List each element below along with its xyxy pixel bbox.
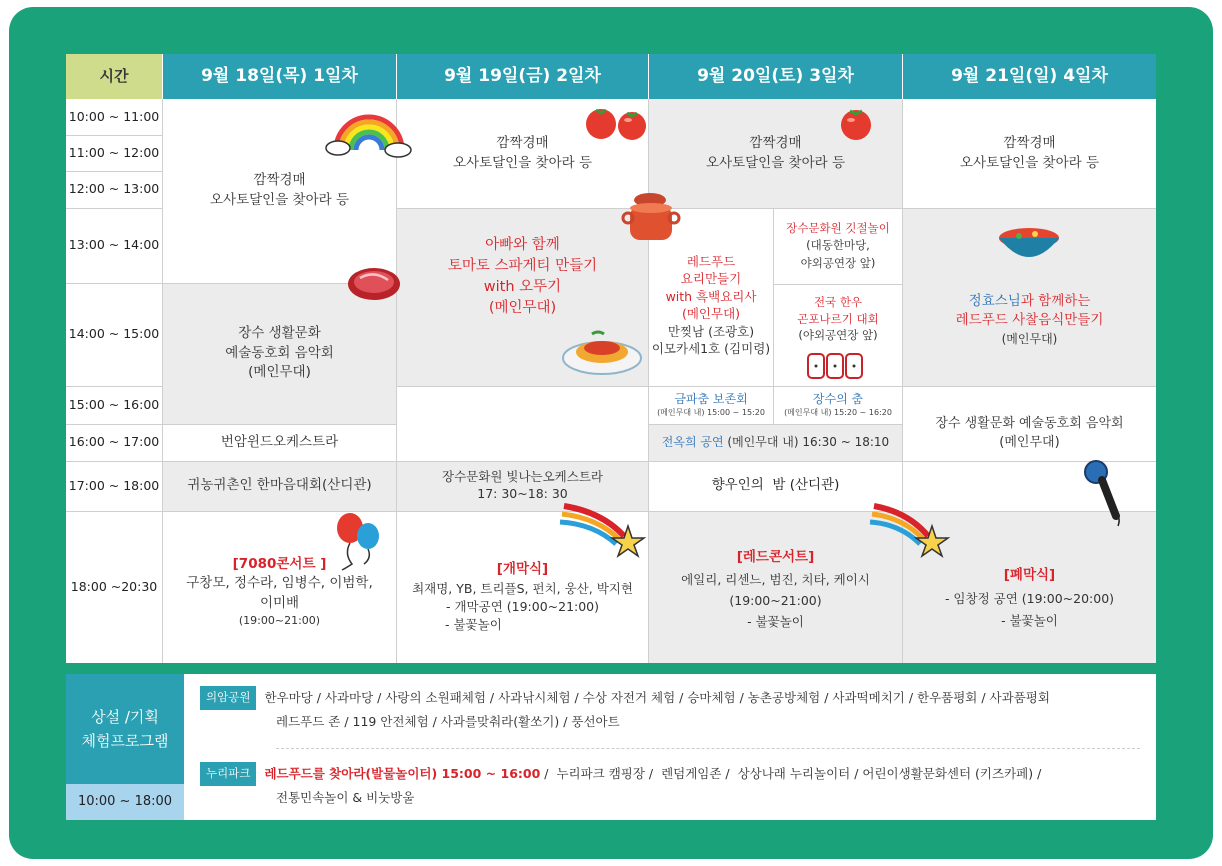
day2-empty-cell	[397, 386, 648, 461]
area1-programs: 레드푸드 존 / 119 안전체험 / 사과를맞춰라(활쏘기) / 풍선아트	[276, 713, 620, 729]
balloon-icon	[332, 512, 384, 572]
event-text: 장수문화원 빛나는오케스트라	[442, 469, 603, 485]
time-slot	[66, 386, 162, 424]
event-title: 전옥희 공연	[661, 434, 724, 449]
grid-line	[774, 284, 902, 285]
event-text: 만찢남 (조광호)	[667, 323, 755, 339]
area1-programs: 한우마당 / 사과마당 / 사랑의 소원패체험 / 사과낚시체험 / 수상 자전거 체험 / 승마체험 / 농촌공방체험 / 사과떡메치기 / 한우품평회 / 사과품평회	[264, 690, 1050, 706]
time-header-label: 시간	[99, 66, 129, 85]
day3-evening-cell	[649, 511, 902, 663]
microphone-icon	[1082, 458, 1124, 528]
event-title: 과 함께하는	[1020, 292, 1091, 309]
day1-band-cell	[163, 424, 396, 461]
time-slot-label: 15:00 ~ 16:00	[68, 396, 160, 412]
grid-line	[649, 424, 902, 425]
event-text: (야외공연장 앞)	[798, 328, 878, 343]
time-slot-label: 18:00 ~20:30	[70, 578, 158, 594]
area2-programs: / 누리파크 캠핑장 / 렌덤게임존 / 상상나래 누리놀이터 / 어린이생활문화센터 (키즈카페) /	[540, 766, 1042, 782]
event-text: 오사토달인을 찾아라 등	[453, 154, 592, 171]
day3-header	[649, 54, 902, 99]
area2-programs: 전통민속놀이 & 비눗방울	[276, 789, 415, 805]
grid-line	[397, 208, 1156, 209]
time-column-header	[66, 54, 162, 99]
time-slot	[66, 135, 162, 171]
day1-concert-cell	[163, 283, 396, 424]
event-title: 레드푸드 사찰음식만들기	[955, 312, 1104, 329]
event-title: 장수의 춤	[812, 392, 864, 406]
day1-header	[163, 54, 396, 99]
event-text: (메인무대)	[999, 434, 1060, 450]
spaghetti-icon	[562, 328, 644, 376]
event-title: 레드푸드	[686, 253, 736, 269]
grid-line	[773, 208, 774, 424]
event-title: (메인무대)	[488, 300, 557, 317]
event-title: 정효스님	[968, 292, 1021, 309]
time-slot	[66, 424, 162, 461]
event-text: 귀농귀촌인 한마음대회(산디관)	[187, 477, 372, 494]
grid-line	[396, 99, 397, 663]
day3-jeon-cell	[649, 424, 902, 461]
event-text: 야외공연장 앞)	[800, 255, 876, 270]
event-text: 구창모, 정수라, 임병수, 이범학,	[186, 575, 373, 592]
event-text: - 불꽃놀이	[445, 616, 502, 632]
shooting-star-icon	[558, 498, 648, 556]
event-text: - 임창정 공연 (19:00~20:00)	[944, 590, 1115, 606]
event-text: - 개막공연 (19:00~21:00)	[445, 598, 600, 614]
time-slot-label: 17:00 ~ 18:00	[68, 477, 160, 493]
event-title: with 흑백요리사	[665, 288, 757, 304]
programs-title-line: 체험프로그램	[81, 732, 169, 750]
event-text: 오사토달인을 찾아라 등	[210, 192, 349, 208]
grid-line	[66, 208, 162, 209]
event-text: (메인무대)	[1001, 331, 1058, 346]
event-text: 에일리, 리센느, 범진, 치타, 케이시	[681, 571, 870, 587]
event-text: 이미배	[259, 594, 300, 611]
area1-line	[200, 686, 1150, 710]
time-slot-label: 10:00 ~ 11:00	[68, 108, 160, 124]
event-text: 장수 생활문화	[238, 325, 321, 342]
event-text: 깜짝경매	[749, 134, 802, 151]
time-slot	[66, 171, 162, 208]
divider	[276, 748, 1140, 749]
day3-header-label: 9월 20일(토) 3일차	[697, 66, 854, 87]
event-title: [개막식]	[496, 561, 549, 578]
time-slot	[66, 283, 162, 386]
event-title: 곤포나르기 대회	[797, 311, 879, 326]
event-text: 17: 30~18: 30	[477, 486, 568, 501]
event-time: (메인무대 내) 15:20 ~ 16:20	[784, 407, 892, 417]
time-slot	[66, 99, 162, 135]
shooting-star-icon	[868, 500, 950, 558]
tomato-icon	[838, 106, 878, 142]
event-text: (19:00~21:00)	[729, 592, 822, 608]
event-text: 향우인의 밤 (산디관)	[711, 477, 840, 494]
event-text: 최재명, YB, 트리플S, 펀치, 웅산, 박지현	[412, 580, 633, 596]
tomato-icon	[584, 104, 654, 142]
day3-dance2-cell	[774, 386, 902, 424]
day3-dance1-cell	[649, 386, 773, 424]
event-text: 예술동호회 음악회	[225, 344, 334, 361]
event-title: [레드콘서트]	[736, 548, 815, 565]
event-title: 토마토 스파게티 만들기	[447, 257, 598, 274]
event-text: 이모카세1호 (김미령)	[651, 341, 771, 356]
event-title: with 오뚜기	[483, 279, 562, 295]
event-title: 금파춤 보존회	[674, 392, 748, 406]
event-text: 장수 생활문화 예술동호회 음악회	[935, 415, 1124, 431]
day4-header	[903, 54, 1156, 99]
grid-line	[902, 99, 903, 663]
grid-line	[66, 424, 396, 425]
day2-header-label: 9월 19일(금) 2일차	[444, 66, 601, 87]
programs-title	[66, 674, 184, 784]
area2-highlight: 레드푸드를 찾아라(발물놀이터) 15:00 ~ 16:00	[264, 766, 541, 782]
grid-line	[66, 171, 162, 172]
area1-row	[200, 686, 1150, 734]
event-title: [폐막식]	[1003, 567, 1056, 584]
rainbow-icon	[328, 108, 410, 158]
event-text: 오사토달인을 찾아라 등	[706, 154, 845, 171]
event-text: (메인무대)	[248, 364, 311, 381]
area2-line	[200, 762, 1150, 786]
event-title: 장수문화원 깃절놀이	[786, 221, 890, 236]
time-slot-label: 16:00 ~ 17:00	[68, 434, 160, 450]
event-title: 전국 한우	[813, 295, 863, 309]
event-title: [7080콘서트 ]	[232, 555, 327, 572]
pot-icon	[622, 188, 680, 248]
day3-night-cell	[649, 461, 902, 511]
event-text: 깜짝경매	[1003, 134, 1056, 151]
soup-bowl-icon	[997, 224, 1061, 264]
programs-title-line: 상설 /기획	[91, 708, 159, 726]
time-slot-label: 13:00 ~ 14:00	[68, 237, 160, 253]
programs-time	[66, 784, 184, 820]
day1-header-label: 9월 18일(목) 1일차	[201, 66, 358, 87]
grid-line	[66, 461, 1156, 462]
grid-line	[648, 99, 649, 663]
area2-line	[200, 786, 1150, 810]
day4-header-label: 9월 21일(일) 4일차	[951, 66, 1108, 87]
event-text: 번암윈드오케스트라	[220, 433, 339, 450]
event-text: 오사토달인을 찾아라 등	[960, 154, 1099, 171]
grid-line	[162, 99, 163, 663]
grid-line	[66, 386, 162, 387]
time-slot-label: 11:00 ~ 12:00	[68, 144, 160, 160]
beef-icon	[346, 264, 406, 304]
event-time: (메인무대 내) 15:00 ~ 15:20	[657, 407, 765, 417]
area2-label: 누리파크	[200, 762, 256, 786]
day1-contest-cell	[163, 461, 396, 511]
time-slot	[66, 208, 162, 283]
event-time: (19:00~21:00)	[238, 614, 321, 628]
time-slot-label: 14:00 ~ 15:00	[68, 326, 160, 342]
programs-time-label: 10:00 ~ 18:00	[77, 793, 173, 809]
day4-auction-cell	[903, 99, 1156, 208]
event-text: - 불꽃놀이	[747, 614, 804, 630]
area1-label: 의암공원	[200, 686, 256, 710]
time-slot	[66, 461, 162, 511]
event-text: - 불꽃놀이	[1001, 612, 1058, 628]
day2-header	[397, 54, 648, 99]
event-text: 깜짝경매	[496, 134, 549, 151]
area2-row	[200, 762, 1150, 810]
event-text: (대동한마당,	[806, 238, 870, 253]
event-title: 요리만들기	[680, 271, 742, 286]
area1-line	[200, 710, 1150, 734]
time-slot-label: 12:00 ~ 13:00	[68, 181, 160, 197]
time-slot	[66, 511, 162, 663]
event-title: 아빠와 함께	[485, 236, 560, 253]
temple-title-line	[969, 292, 1091, 312]
event-title: (메인무대)	[681, 306, 741, 321]
day3-game-cell	[774, 208, 902, 284]
event-text: 깜짝경매	[253, 172, 306, 189]
hay-bale-icon	[806, 350, 864, 382]
grid-line	[66, 135, 162, 136]
event-text: (메인무대 내) 16:30 ~ 18:10	[723, 434, 890, 449]
grid-line	[397, 386, 1156, 387]
